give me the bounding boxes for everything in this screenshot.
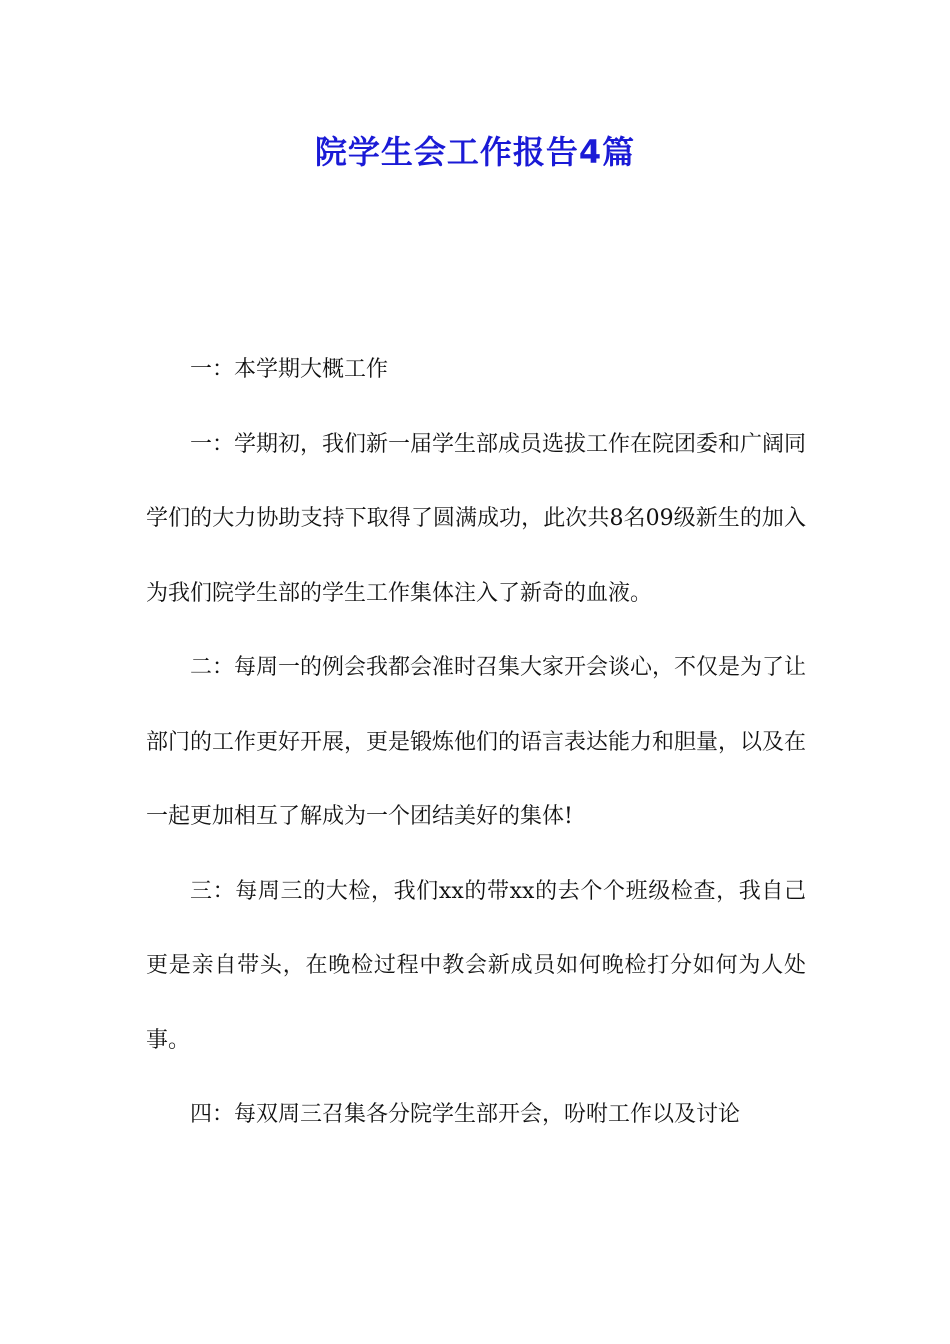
document-body	[146, 333, 806, 1153]
paragraph-item-1: 一：学期初，我们新一届学生部成员选拔工作在院团委和广阔同学们的大力协助支持下取得了圆满成功，此次共8名09级新生的加入为我们院学生部的学生工作集体注入了新奇的血液。	[146, 431, 807, 606]
document-title: 院学生会工作报告4篇	[314, 133, 636, 171]
paragraph-item-4: 四：每双周三召集各分院学生部开会，吩咐工作以及讨论	[190, 1102, 741, 1127]
paragraph-item-2: 二：每周一的例会我都会准时召集大家开会谈心，不仅是为了让部门的工作更好开展，更是锻炼他们的语言表达能力和胆量，以及在一起更加相互了解成为一个团结美好的集体!	[146, 655, 807, 829]
paragraph-item-3: 三：每周三的大检，我们xx的带xx的去个个班级检查，我自己更是亲自带头，在晚检过程中教会新成员如何晚检打分如何为人处事。	[146, 878, 806, 1053]
paragraph-section-heading: 一：本学期大概工作	[190, 357, 389, 382]
